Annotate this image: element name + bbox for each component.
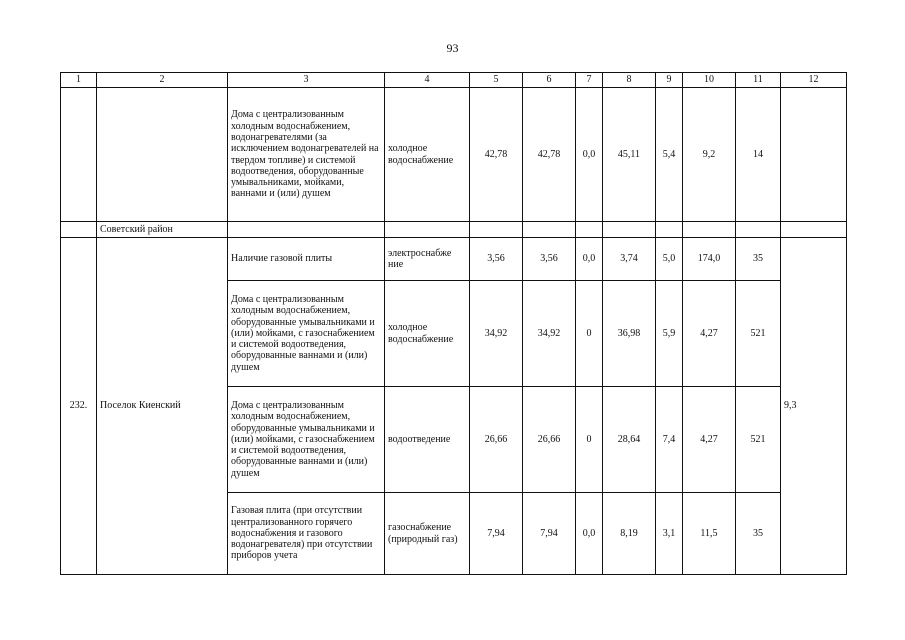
cell-value: 7,94 bbox=[470, 493, 523, 575]
header-cell: 6 bbox=[523, 73, 576, 88]
district-name: Советский район bbox=[97, 222, 228, 238]
settlement-name: Поселок Киенский bbox=[97, 238, 228, 575]
entry-index: 232. bbox=[61, 238, 97, 575]
cell-empty bbox=[736, 222, 781, 238]
header-cell: 2 bbox=[97, 73, 228, 88]
cell-service: электроснабже ние bbox=[385, 238, 470, 281]
cell-description: Наличие газовой плиты bbox=[228, 238, 385, 281]
cell-value: 45,11 bbox=[603, 88, 656, 222]
cell-empty bbox=[61, 88, 97, 222]
cell-value: 0,0 bbox=[576, 238, 603, 281]
cell-empty bbox=[470, 222, 523, 238]
cell-empty bbox=[97, 88, 228, 222]
cell-empty bbox=[523, 222, 576, 238]
header-cell: 9 bbox=[656, 73, 683, 88]
cell-value: 9,2 bbox=[683, 88, 736, 222]
page-number: 93 bbox=[446, 41, 459, 55]
cell-value: 174,0 bbox=[683, 238, 736, 281]
table-row bbox=[61, 88, 847, 222]
cell-description: Газовая плита (при отсутствии централизованного горячего водоснабжения и газового водонагревателя) при отсутствии приборов учета bbox=[228, 493, 385, 575]
cell-empty bbox=[656, 222, 683, 238]
cell-empty bbox=[576, 222, 603, 238]
header-cell: 12 bbox=[781, 73, 847, 88]
table-header-row bbox=[61, 73, 847, 88]
cell-value: 5,9 bbox=[656, 281, 683, 387]
cell-value: 0,0 bbox=[576, 493, 603, 575]
cell-value: 5,0 bbox=[656, 238, 683, 281]
cell-value: 521 bbox=[736, 281, 781, 387]
header-cell: 1 bbox=[61, 73, 97, 88]
header-cell: 3 bbox=[228, 73, 385, 88]
cell-value: 35 bbox=[736, 493, 781, 575]
cell-value: 4,27 bbox=[683, 387, 736, 493]
cell-value: 28,64 bbox=[603, 387, 656, 493]
cell-service: холодное водоснабжение bbox=[385, 281, 470, 387]
header-cell: 4 bbox=[385, 73, 470, 88]
cell-service: водоотведение bbox=[385, 387, 470, 493]
cell-empty bbox=[228, 222, 385, 238]
header-cell: 5 bbox=[470, 73, 523, 88]
cell-value: 36,98 bbox=[603, 281, 656, 387]
cell-empty bbox=[385, 222, 470, 238]
cell-value: 26,66 bbox=[470, 387, 523, 493]
cell-empty bbox=[683, 222, 736, 238]
cell-description: Дома с централизованным холодным водоснабжением, оборудованные умывальниками и (или) мойками, с газоснабжением и системой водоотведения, оборудованные ваннами и (или) душем bbox=[228, 387, 385, 493]
cell-value: 35 bbox=[736, 238, 781, 281]
cell-value: 14 bbox=[736, 88, 781, 222]
cell-description: Дома с централизованным холодным водоснабжением, оборудованные умывальниками и (или) мойками, с газоснабжением и системой водоотведения, оборудованные ваннами и (или) душем bbox=[228, 281, 385, 387]
cell-value: 42,78 bbox=[470, 88, 523, 222]
cell-empty bbox=[781, 222, 847, 238]
header-cell: 10 bbox=[683, 73, 736, 88]
cell-value: 3,74 bbox=[603, 238, 656, 281]
cell-value: 3,56 bbox=[470, 238, 523, 281]
cell-empty bbox=[603, 222, 656, 238]
cell-value: 5,4 bbox=[656, 88, 683, 222]
cell-value: 7,94 bbox=[523, 493, 576, 575]
cell-value: 34,92 bbox=[523, 281, 576, 387]
cell-value: 3,56 bbox=[523, 238, 576, 281]
cell-empty bbox=[781, 88, 847, 222]
header-cell: 7 bbox=[576, 73, 603, 88]
district-row bbox=[61, 222, 847, 238]
cell-value: 11,5 bbox=[683, 493, 736, 575]
cell-description: Дома с централизованным холодным водоснабжением, водонагревателями (за исключением водонагревателей на твердом топливе) и системой водоотведения, оборудованные умывальниками, мойками, ваннами и (или) душем bbox=[228, 88, 385, 222]
cell-value: 3,1 bbox=[656, 493, 683, 575]
cell-value: 4,27 bbox=[683, 281, 736, 387]
cell-col12-value: 9,3 bbox=[781, 238, 847, 575]
cell-service: холодное водоснабжение bbox=[385, 88, 470, 222]
cell-value: 8,19 bbox=[603, 493, 656, 575]
header-cell: 11 bbox=[736, 73, 781, 88]
cell-empty bbox=[61, 222, 97, 238]
cell-value: 42,78 bbox=[523, 88, 576, 222]
cell-value: 521 bbox=[736, 387, 781, 493]
cell-value: 26,66 bbox=[523, 387, 576, 493]
tariff-table bbox=[60, 72, 847, 575]
header-cell: 8 bbox=[603, 73, 656, 88]
cell-service: газоснабжение (природный газ) bbox=[385, 493, 470, 575]
cell-value: 7,4 bbox=[656, 387, 683, 493]
table-row bbox=[61, 238, 847, 281]
cell-value: 34,92 bbox=[470, 281, 523, 387]
cell-value: 0 bbox=[576, 281, 603, 387]
cell-value: 0,0 bbox=[576, 88, 603, 222]
cell-value: 0 bbox=[576, 387, 603, 493]
